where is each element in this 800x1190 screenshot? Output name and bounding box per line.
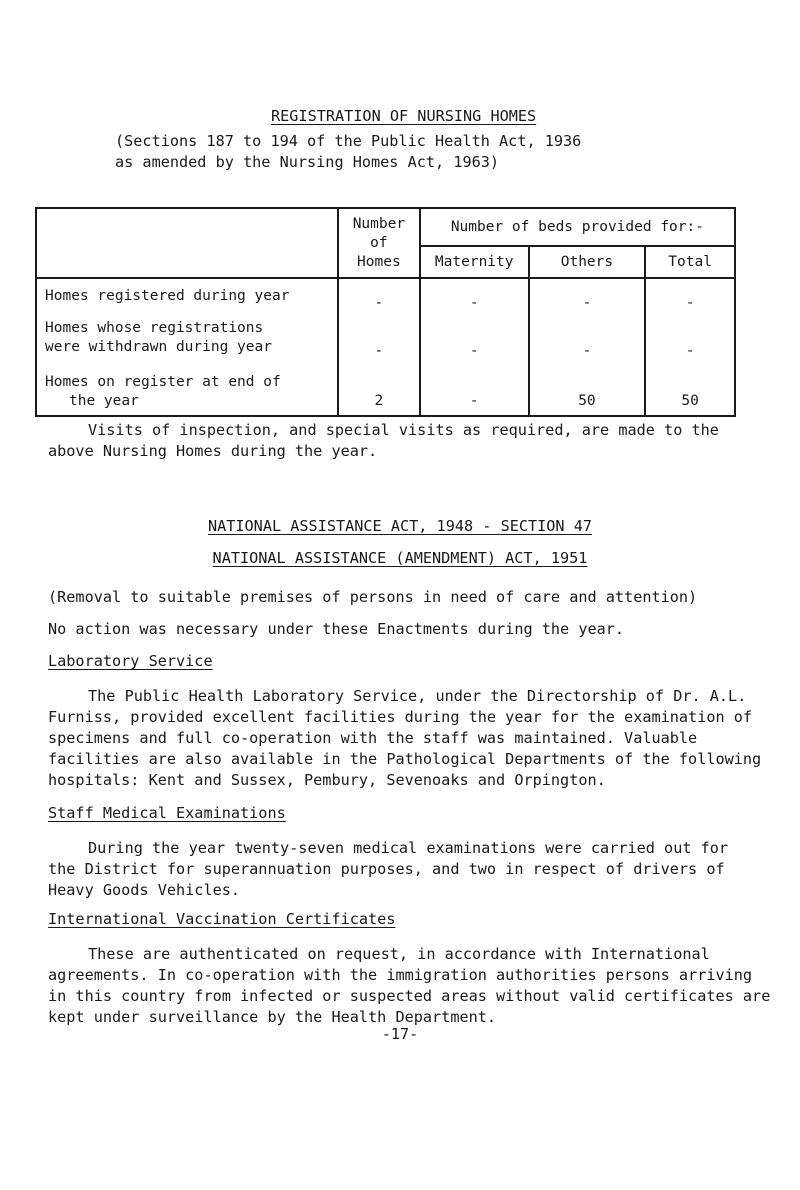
cell-total: - <box>645 278 735 317</box>
nursing-homes-table <box>35 207 736 417</box>
nat-assist-heading-1: NATIONAL ASSISTANCE ACT, 1948 - SECTION 47 <box>207 517 593 535</box>
table-row <box>36 365 735 416</box>
header-total: Total <box>645 246 735 278</box>
vaccination-paragraph: These are authenticated on request, in accordance with International agreements. In co-operation with the immigration authorities persons arriving in this country from infected or suspected areas without valid certificates are kept under surveillance by the Health Department. <box>48 945 771 1026</box>
subtitle-line-1: (Sections 187 to 194 of the Public Health Act, 1936 <box>115 132 582 150</box>
cell-maternity: - <box>420 278 529 317</box>
no-action-line: No action was necessary under these Enactments during the year. <box>48 620 625 638</box>
staff-medical-paragraph: During the year twenty-seven medical examinations were carried out for the District for superannuation purposes, and two in respect of drivers of Heavy Goods Vehicles. <box>48 839 729 899</box>
table-row <box>36 278 735 317</box>
cell-homes: 2 <box>338 365 420 416</box>
visits-paragraph: Visits of inspection, and special visits as required, are made to the above Nursing Homes during the year. <box>48 421 719 460</box>
table-corner-cell <box>36 208 338 278</box>
nat-assist-heading-2: NATIONAL ASSISTANCE (AMENDMENT) ACT, 1951 <box>212 549 588 567</box>
table-row <box>36 317 735 365</box>
cell-total: 50 <box>645 365 735 416</box>
subtitle-line-2: as amended by the Nursing Homes Act, 1963) <box>115 153 500 171</box>
cell-total: - <box>645 317 735 365</box>
removal-line: (Removal to suitable premises of persons in need of care and attention) <box>48 588 698 606</box>
row-label: Homes whose registrations were withdrawn during year <box>36 317 338 365</box>
cell-others: - <box>529 317 646 365</box>
header-beds-group: Number of beds provided for:- <box>420 208 735 246</box>
cell-others: - <box>529 278 646 317</box>
header-number-of-homes: Number of Homes <box>338 208 420 278</box>
page-title: REGISTRATION OF NURSING HOMES <box>271 107 537 125</box>
row-label: Homes on register at end of the year <box>36 365 338 416</box>
subtitle <box>115 131 581 173</box>
cell-maternity: - <box>420 317 529 365</box>
staff-medical-heading: Staff Medical Examinations <box>48 804 286 822</box>
cell-others: 50 <box>529 365 646 416</box>
cell-homes: - <box>338 317 420 365</box>
row-label: Homes registered during year <box>36 278 338 317</box>
page-number: -17- <box>381 1025 419 1043</box>
laboratory-paragraph: The Public Health Laboratory Service, under the Directorship of Dr. A.L. Furniss, provided excellent facilities during the year for the examination of specimens and full co-operation with the staff was maintained. Valuable facilities are also available in the Pathological Departments of the following hospitals: Kent and Sussex, Pembury, Sevenoaks and Orpington. <box>48 687 762 789</box>
header-others: Others <box>529 246 646 278</box>
header-maternity: Maternity <box>420 246 529 278</box>
vaccination-heading: International Vaccination Certificates <box>48 910 396 928</box>
cell-maternity: - <box>420 365 529 416</box>
cell-homes: - <box>338 278 420 317</box>
laboratory-heading: Laboratory Service <box>48 652 213 670</box>
